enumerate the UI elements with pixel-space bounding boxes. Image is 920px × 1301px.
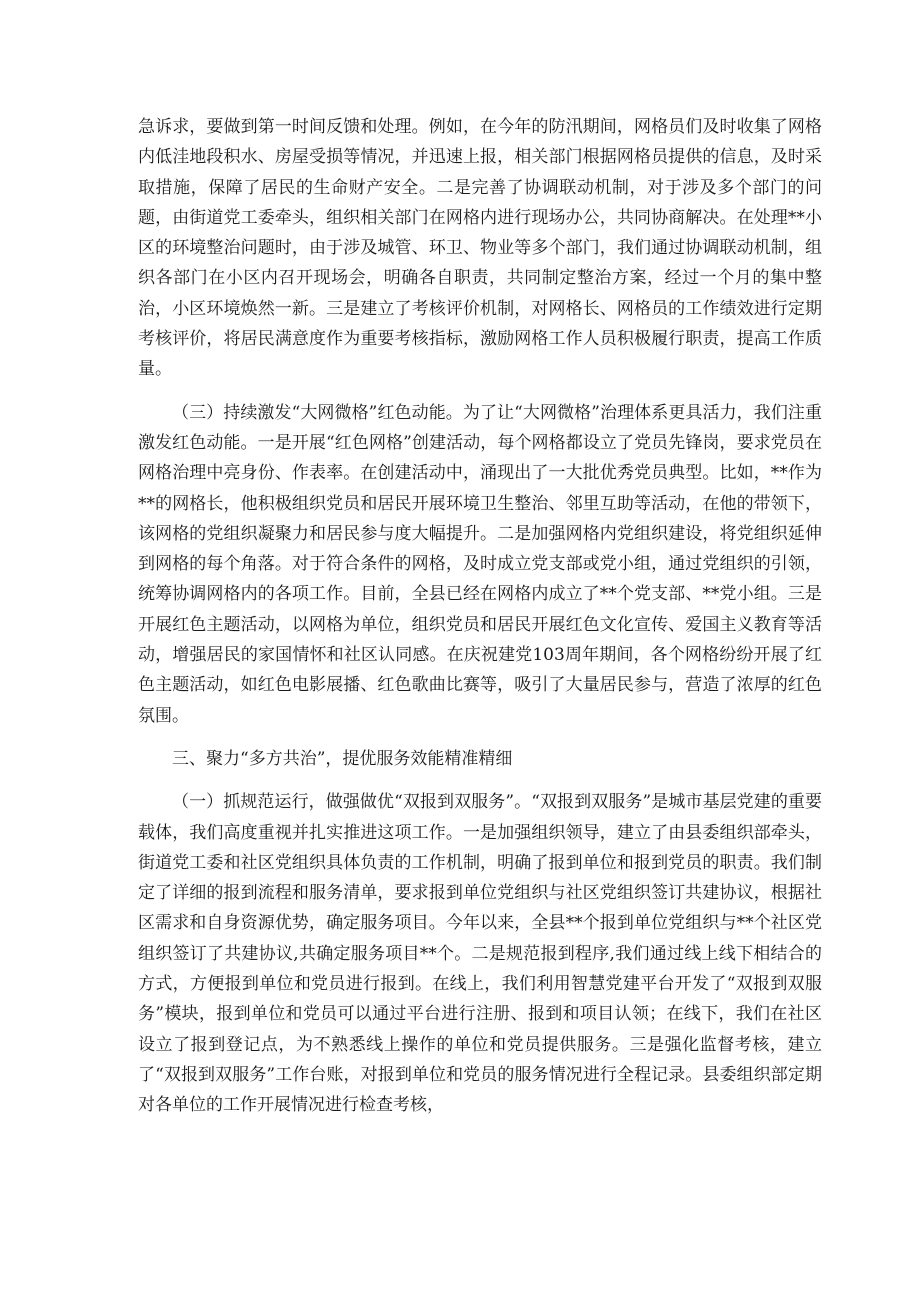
paragraph-continuation: 急诉求，要做到第一时间反馈和处理。例如，在今年的防汛期间，网格员们及时收集了网格内低洼地段积水、房屋受损等情况，并迅速上报，相关部门根据网格员提供的信息，及时采取措施，保障了居民的生命财产安全。二是完善了协调联动机制，对于涉及多个部门的问题，由街道党工委牵头，组织相关部门在网格内进行现场办公，共同协商解决。在处理**小区的环境整治问题时，由于涉及城管、环卫、物业等多个部门，我们通过协调联动机制，组织各部门在小区内召开现场会，明确各自职责，共同制定整治方案，经过一个月的集中整治，小区环境焕然一新。三是建立了考核评价机制，对网格长、网格员的工作绩效进行定期考核评价，将居民满意度作为重要考核指标，激励网格工作人员积极履行职责，提高工作质量。 [138,117,822,380]
section-heading-3: 三、聚力“多方共治”，提优服务效能精准精细 [172,748,513,769]
document-body [138,112,822,1121]
paragraph-gap [138,774,822,787]
paragraph-gap [138,385,822,398]
paragraph-gap [138,731,822,744]
paragraph-subsection-1: （一）抓规范运行，做强做优“双报到双服务”。“双报到双服务”是城市基层党建的重要载体，我们高度重视并扎实推进这项工作。一是加强组织领导，建立了由县委组织部牵头，街道党工委和社区党组织具体负责的工作机制，明确了报到单位和报到党员的职责。我们制定了详细的报到流程和服务清单，要求报到单位党组织与社区党组织签订共建协议，根据社区需求和自身资源优势，确定服务项目。今年以来，全县**个报到单位党组织与**个社区党组织签订了共建协议,共确定服务项目**个。二是规范报到程序,我们通过线上线下相结合的方式，方便报到单位和党员进行报到。在线上，我们利用智慧党建平台开发了“双报到双服务”模块，报到单位和党员可以通过平台进行注册、报到和项目认领；在线下，我们在社区设立了报到登记点，为不熟悉线上操作的单位和党员提供服务。三是强化监督考核，建立了“双报到双服务”工作台账，对报到单位和党员的服务情况进行全程记录。县委组织部定期对各单位的工作开展情况进行检查考核， [138,792,822,1116]
paragraph-section-3: （三）持续激发“大网微格”红色动能。为了让“大网微格”治理体系更具活力，我们注重激发红色动能。一是开展“红色网格”创建活动，每个网格都设立了党员先锋岗，要求党员在网格治理中亮身份、作表率。在创建活动中，涌现出了一大批优秀党员典型。比如，**作为**的网格长，他积极组织党员和居民开展环境卫生整治、邻里互助等活动，在他的带领下，该网格的党组织凝聚力和居民参与度大幅提升。二是加强网格内党组织建设，将党组织延伸到网格的每个角落。对于符合条件的网格，及时成立党支部或党小组，通过党组织的引领，统筹协调网格内的各项工作。目前，全县已经在网格内成立了**个党支部、**党小组。三是开展红色主题活动，以网格为单位，组织党员和居民开展红色文化宣传、爱国主义教育等活动，增强居民的家国情怀和社区认同感。在庆祝建党103周年期间，各个网格纷纷开展了红色主题活动，如红色电影展播、红色歌曲比赛等，吸引了大量居民参与，营造了浓厚的红色氛围。 [138,402,822,726]
